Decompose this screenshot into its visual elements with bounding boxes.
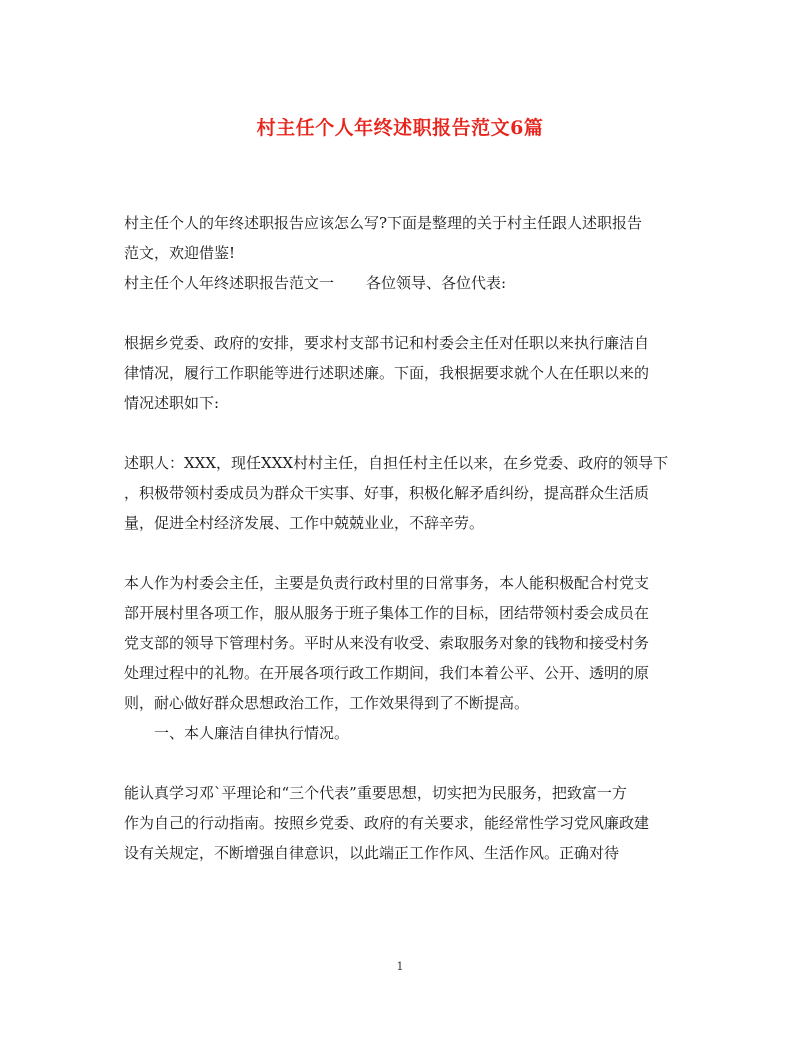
paragraph-line: 量，促进全村经济发展、工作中兢兢业业，不辞辛劳。 [124,514,485,532]
intro-line: 村主任个人的年终述职报告应该怎么写?下面是整理的关于村主任跟人述职报告 [124,214,643,232]
paragraph-line: 处理过程中的礼物。在开展各项行政工作期间，我们本着公平、公开、透明的原 [124,664,650,682]
intro-line: 范文，欢迎借鉴! [124,244,236,262]
paragraph-line: 则，耐心做好群众思想政治工作，工作效果得到了不断提高。 [124,694,530,712]
paragraph-line: 能认真学习邓`平理论和“三个代表”重要思想，切实把为民服务，把致富一方 [124,784,627,802]
page-number: 1 [396,960,404,973]
document-title: 村主任个人年终述职报告范文6篇 [256,117,544,139]
paragraph-line: 述职人：XXX，现任XXX村村主任，自担任村主任以来，在乡党委、政府的领导下 [124,454,669,472]
paragraph-line: 本人作为村委会主任，主要是负责行政村里的日常事务，本人能积极配合村党支 [124,574,650,592]
paragraph-line: 情况述职如下: [124,394,220,412]
paragraph-line: ，积极带领村委成员为群众干实事、好事，积极化解矛盾纠纷，提高群众生活质 [124,484,650,502]
document-body [124,208,684,868]
paragraph-line: 党支部的领导下管理村务。平时从来没有收受、索取服务对象的钱物和接受村务 [124,634,650,652]
paragraph-line: 律情况，履行工作职能等进行述职述廉。下面，我根据要求就个人在任职以来的 [124,364,650,382]
salutation: 各位领导、各位代表: [366,274,507,292]
paragraph-line: 根据乡党委、政府的安排，要求村支部书记和村委会主任对任职以来执行廉洁自 [124,334,650,352]
subheading: 一、本人廉洁自律执行情况。 [154,724,350,742]
section-heading: 村主任个人年终述职报告范文一 [124,274,335,292]
paragraph-line: 作为自己的行动指南。按照乡党委、政府的有关要求，能经常性学习党风廉政建 [124,814,650,832]
paragraph-line: 部开展村里各项工作，服从服务于班子集体工作的目标，团结带领村委会成员在 [124,604,650,622]
section-heading-line [124,268,684,298]
paragraph-line: 设有关规定，不断增强自律意识，以此端正工作作风、生活作风。正确对待 [124,844,620,862]
